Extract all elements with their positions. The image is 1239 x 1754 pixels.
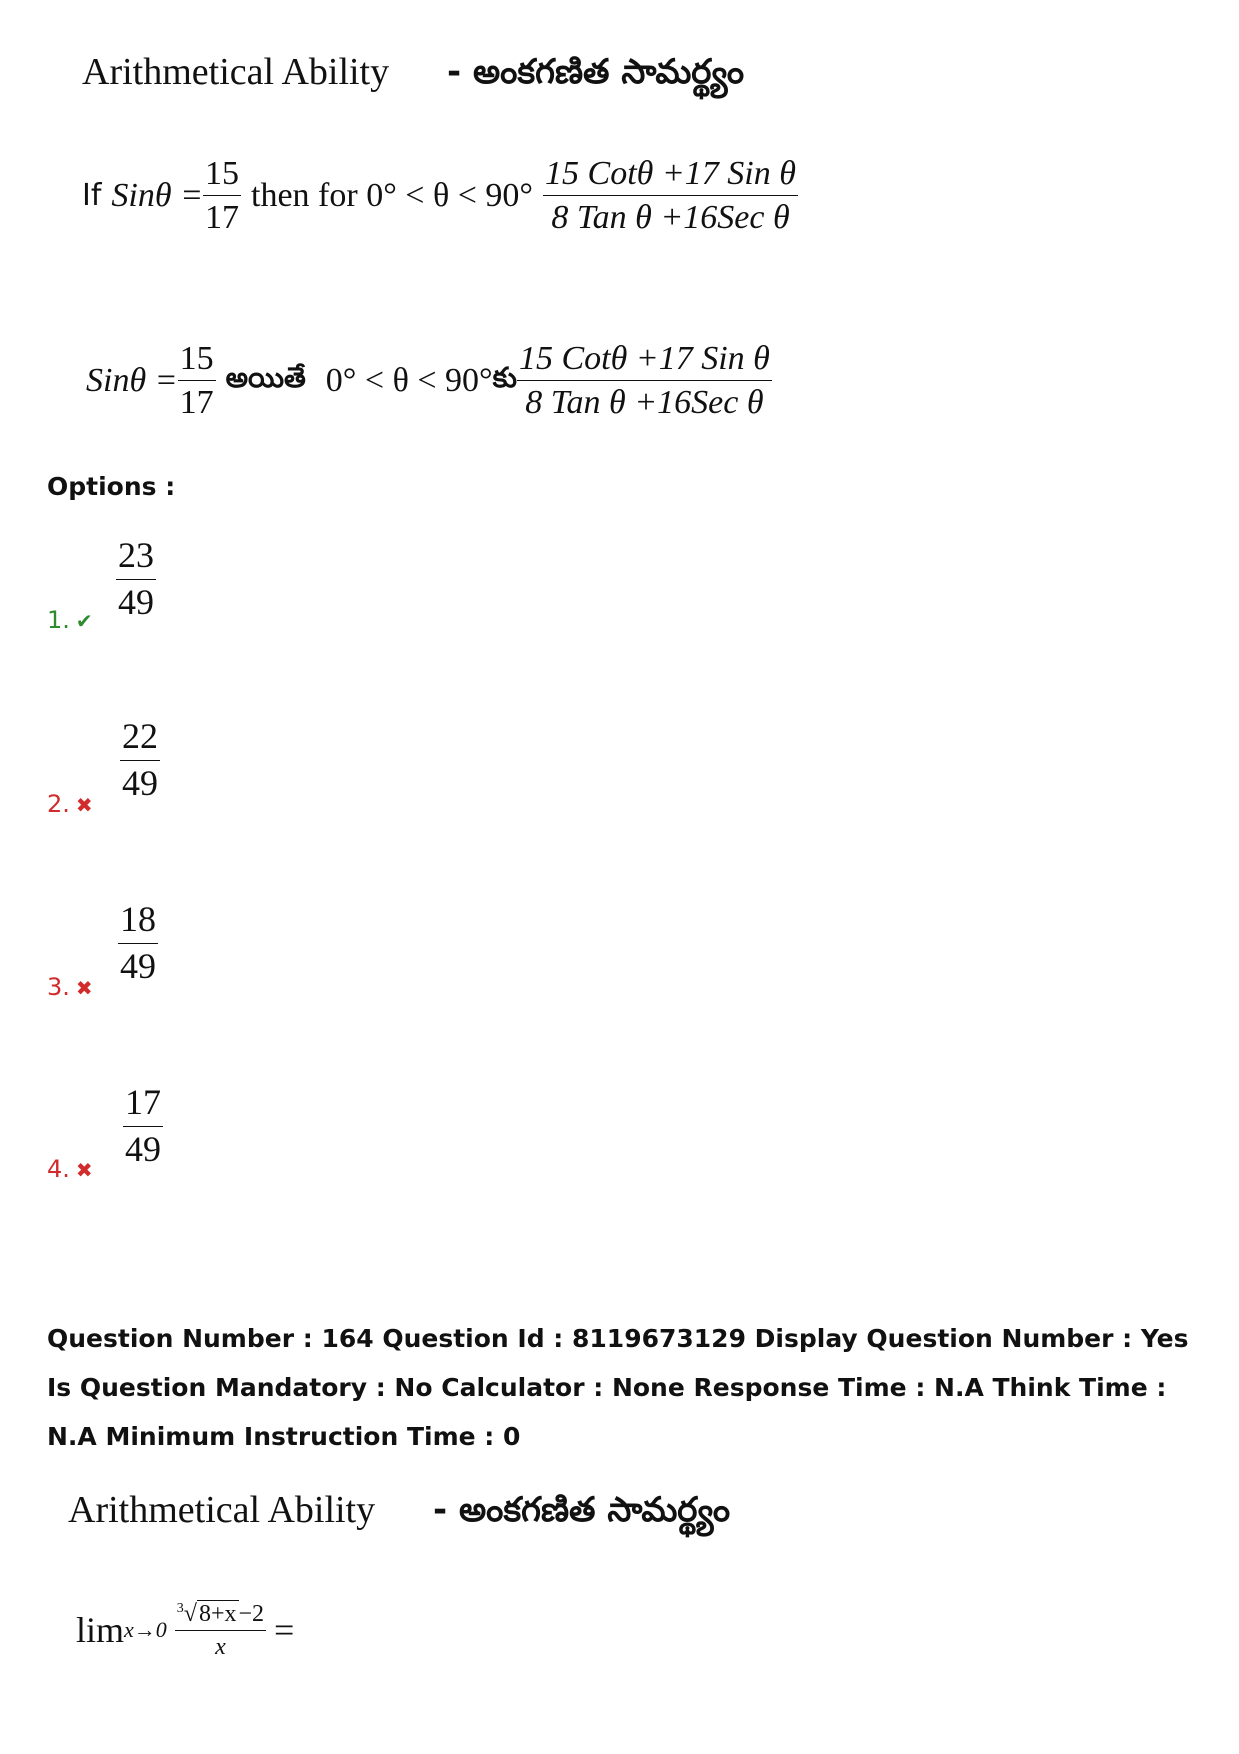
option-2-number: 2. ✖ [47, 790, 93, 818]
given-denominator-te: 17 [179, 384, 214, 422]
correct-check-icon: ✔ [75, 609, 93, 633]
option-3-numerator: 18 [118, 900, 158, 944]
word-for-te: కు [492, 360, 517, 394]
question-metadata: Question Number : 164 Question Id : 8119673129 Display Question Number : Yes Is Question Mandatory : No Calculator : None Response Time : N.A Think Time : N.A Minimum Instruction Time : 0 [47, 1324, 1189, 1451]
wrong-cross-icon: ✖ [75, 976, 93, 1000]
limit-fraction [175, 1600, 266, 1661]
given-fraction [203, 155, 241, 237]
option-3-denominator: 49 [120, 945, 156, 986]
expression-denominator-te: 8 Tan θ +16Sec θ [525, 384, 764, 422]
expression-numerator: 15 Cotθ +17 Sin θ [543, 155, 798, 196]
option-2-denominator: 49 [122, 762, 158, 803]
limit-denominator: x [215, 1634, 226, 1661]
range-te: 0° < θ < 90° [325, 361, 493, 399]
limit-expression [76, 1600, 294, 1661]
equals-sign: = [274, 1610, 295, 1651]
expression-fraction-te [517, 340, 772, 422]
sin-theta: Sinθ = [111, 176, 204, 214]
option-3-number: 3. ✖ [47, 973, 93, 1001]
expression-numerator-te: 15 Cotθ +17 Sin θ [517, 340, 772, 381]
option-4-number: 4. ✖ [47, 1155, 93, 1183]
option-1-numerator: 23 [116, 536, 156, 580]
option-2-numerator: 22 [120, 717, 160, 761]
wrong-cross-icon: ✖ [75, 1158, 93, 1182]
word-if-te: అయితే [225, 360, 306, 394]
if-word: If [82, 178, 102, 214]
lim-subscript: x→0 [124, 1617, 167, 1643]
question-telugu [86, 340, 772, 422]
limit-numerator: $^3$√8+x−2 [175, 1600, 266, 1631]
range-text: then for 0° < θ < 90° [251, 176, 534, 214]
question-english [82, 155, 798, 237]
numerator-tail: −2 [238, 1601, 265, 1627]
sin-theta-te: Sinθ = [86, 361, 178, 399]
subject-heading-en: Arithmetical Ability [82, 51, 390, 93]
subject-heading-te: - అంకగణిత సామర్థ్యం [447, 52, 745, 92]
option-3-fraction [118, 900, 158, 986]
option-1-fraction [116, 536, 156, 622]
subject-heading-en-164: Arithmetical Ability [68, 1489, 376, 1531]
given-numerator: 15 [203, 155, 241, 196]
option-1-denominator: 49 [118, 581, 154, 622]
subject-heading-te-164: - అంకగణిత సామర్థ్యం [433, 1490, 731, 1530]
option-4-denominator: 49 [125, 1128, 161, 1169]
lim-word: lim [76, 1610, 125, 1651]
given-fraction-te [178, 340, 216, 422]
wrong-cross-icon: ✖ [75, 793, 93, 817]
option-2-fraction [120, 717, 160, 803]
option-4-numerator: 17 [123, 1083, 163, 1127]
option-1-number: 1. ✔ [47, 606, 93, 634]
given-denominator: 17 [205, 199, 240, 237]
option-4-fraction [123, 1083, 163, 1169]
root-radicand: 8+x [198, 1601, 237, 1627]
given-numerator-te: 15 [178, 340, 216, 381]
root-index: 3 [176, 1601, 184, 1616]
expression-denominator: 8 Tan θ +16Sec θ [551, 199, 790, 237]
expression-fraction [543, 155, 798, 237]
options-label: Options : [47, 472, 176, 501]
